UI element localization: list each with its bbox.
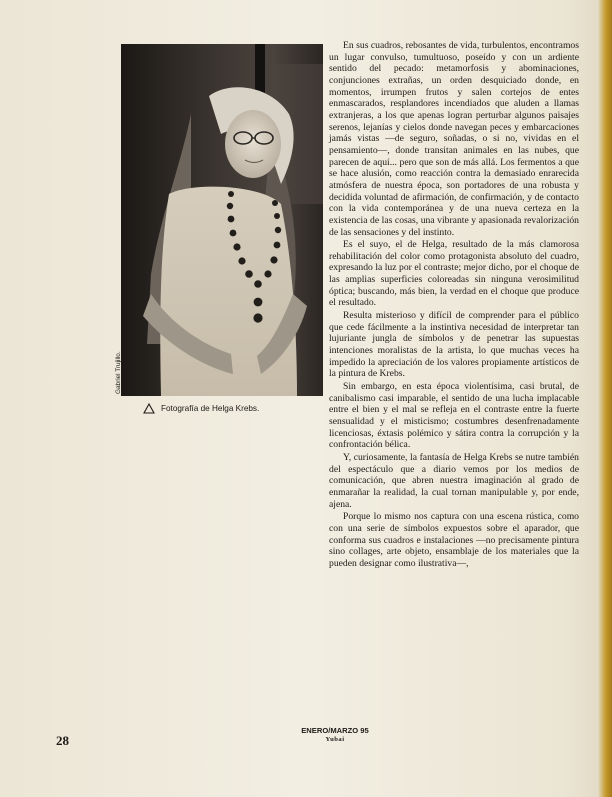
article-paragraph: Sin embargo, en esta época violentísima, casi brutal, de canibalismo casi imparable, el sentido de una lucha implacable entre el bien y el mal se refleja en el contraste entre la fuerte sensualidad y el misticismo; costumbres desenfrenadamente licenciosas, éxtasis polémico y sátira contra la corrupción y la confrontación bélica. bbox=[329, 381, 579, 451]
article-paragraph: Es el suyo, el de Helga, resultado de la más clamorosa rehabilitación del color como protagonista absoluto del cuadro, expresando la luz por el contraste; mejor dicho, por el choque de las amplias superficies coloreadas sin ninguna verosimilitud óptica; buscando, más bien, la verdad en el choque que produce el resultado. bbox=[329, 239, 579, 309]
issue-date: ENERO/MARZO 95 bbox=[301, 726, 369, 735]
photo-caption bbox=[143, 401, 259, 415]
portrait-image bbox=[121, 44, 323, 396]
article-column bbox=[329, 40, 579, 570]
portrait-photo bbox=[121, 44, 323, 396]
caption-text: Fotografía de Helga Krebs. bbox=[161, 403, 260, 413]
page-edge-shadow bbox=[598, 0, 612, 797]
article-paragraph: Y, curiosamente, la fantasía de Helga Krebs se nutre también del espectáculo que a diario vemos por los medios de comunicación, que abren nuestra imaginación al grado de enmarañar la realidad, la cual tornan manipulable y, por ende, ajena. bbox=[329, 451, 579, 510]
issue-footer bbox=[275, 726, 395, 744]
page-number: 28 bbox=[56, 733, 69, 748]
article-paragraph: En sus cuadros, rebosantes de vida, turbulentos, encontramos un lugar convulso, tumultuoso, poseído y con un ardiente sentido del pecado: metamorfosis y abominaciones, conjunciones extrañas, un orden desquiciado donde, en momentos, irrumpen frutos y salen cortejos de entes enmascarados, resplandores incendiados que aluden a llamas extranjeras, a los que apenas logran perturbar algunos paisajes serenos, lejanías y cielos donde navegan peces y embarcaciones jamás vistas —de seguro, soñadas, o si no, vividas en el pensamiento—, donde transitan animales en las nubes, que parecen de aquí... pero que son de más allá. Los fermentos a que se hace alusión, como reacción contra la demasiado enrarecida atmósfera de nuestra época, son portadores de una robusta y decidida voluntad de afirmación, de confirmación, y de contacto con la vida contemporánea y de una nueva certeza en la existencia de las cosas, una vibrante y apasionada revalorización de las sensaciones y del instinto. bbox=[329, 40, 579, 238]
article-paragraph: Porque lo mismo nos captura con una escena rústica, como con una serie de símbolos expuestos sobre el aparador, que conforma sus cuadros e instalaciones —no precisamente pintura sino collages, arte objeto, ensamblaje de los materiales que la pueden designar como ilustrativa—, bbox=[329, 511, 579, 569]
article-paragraph: Resulta misterioso y difícil de comprender para el público que cede fácilmente a la instintiva necesidad de interpretar tan lujuriante jungla de símbolos y de penetrar las supuestas intenciones moralistas de la artista, lo que muchas veces ha impedido la apreciación de los valores propiamente artísticos de la pintura de Krebs. bbox=[329, 310, 579, 380]
photo-credit: Gabriel Trujillo. bbox=[115, 351, 122, 394]
triangle-icon bbox=[143, 403, 155, 414]
publication-logo: Yubai bbox=[325, 736, 345, 743]
